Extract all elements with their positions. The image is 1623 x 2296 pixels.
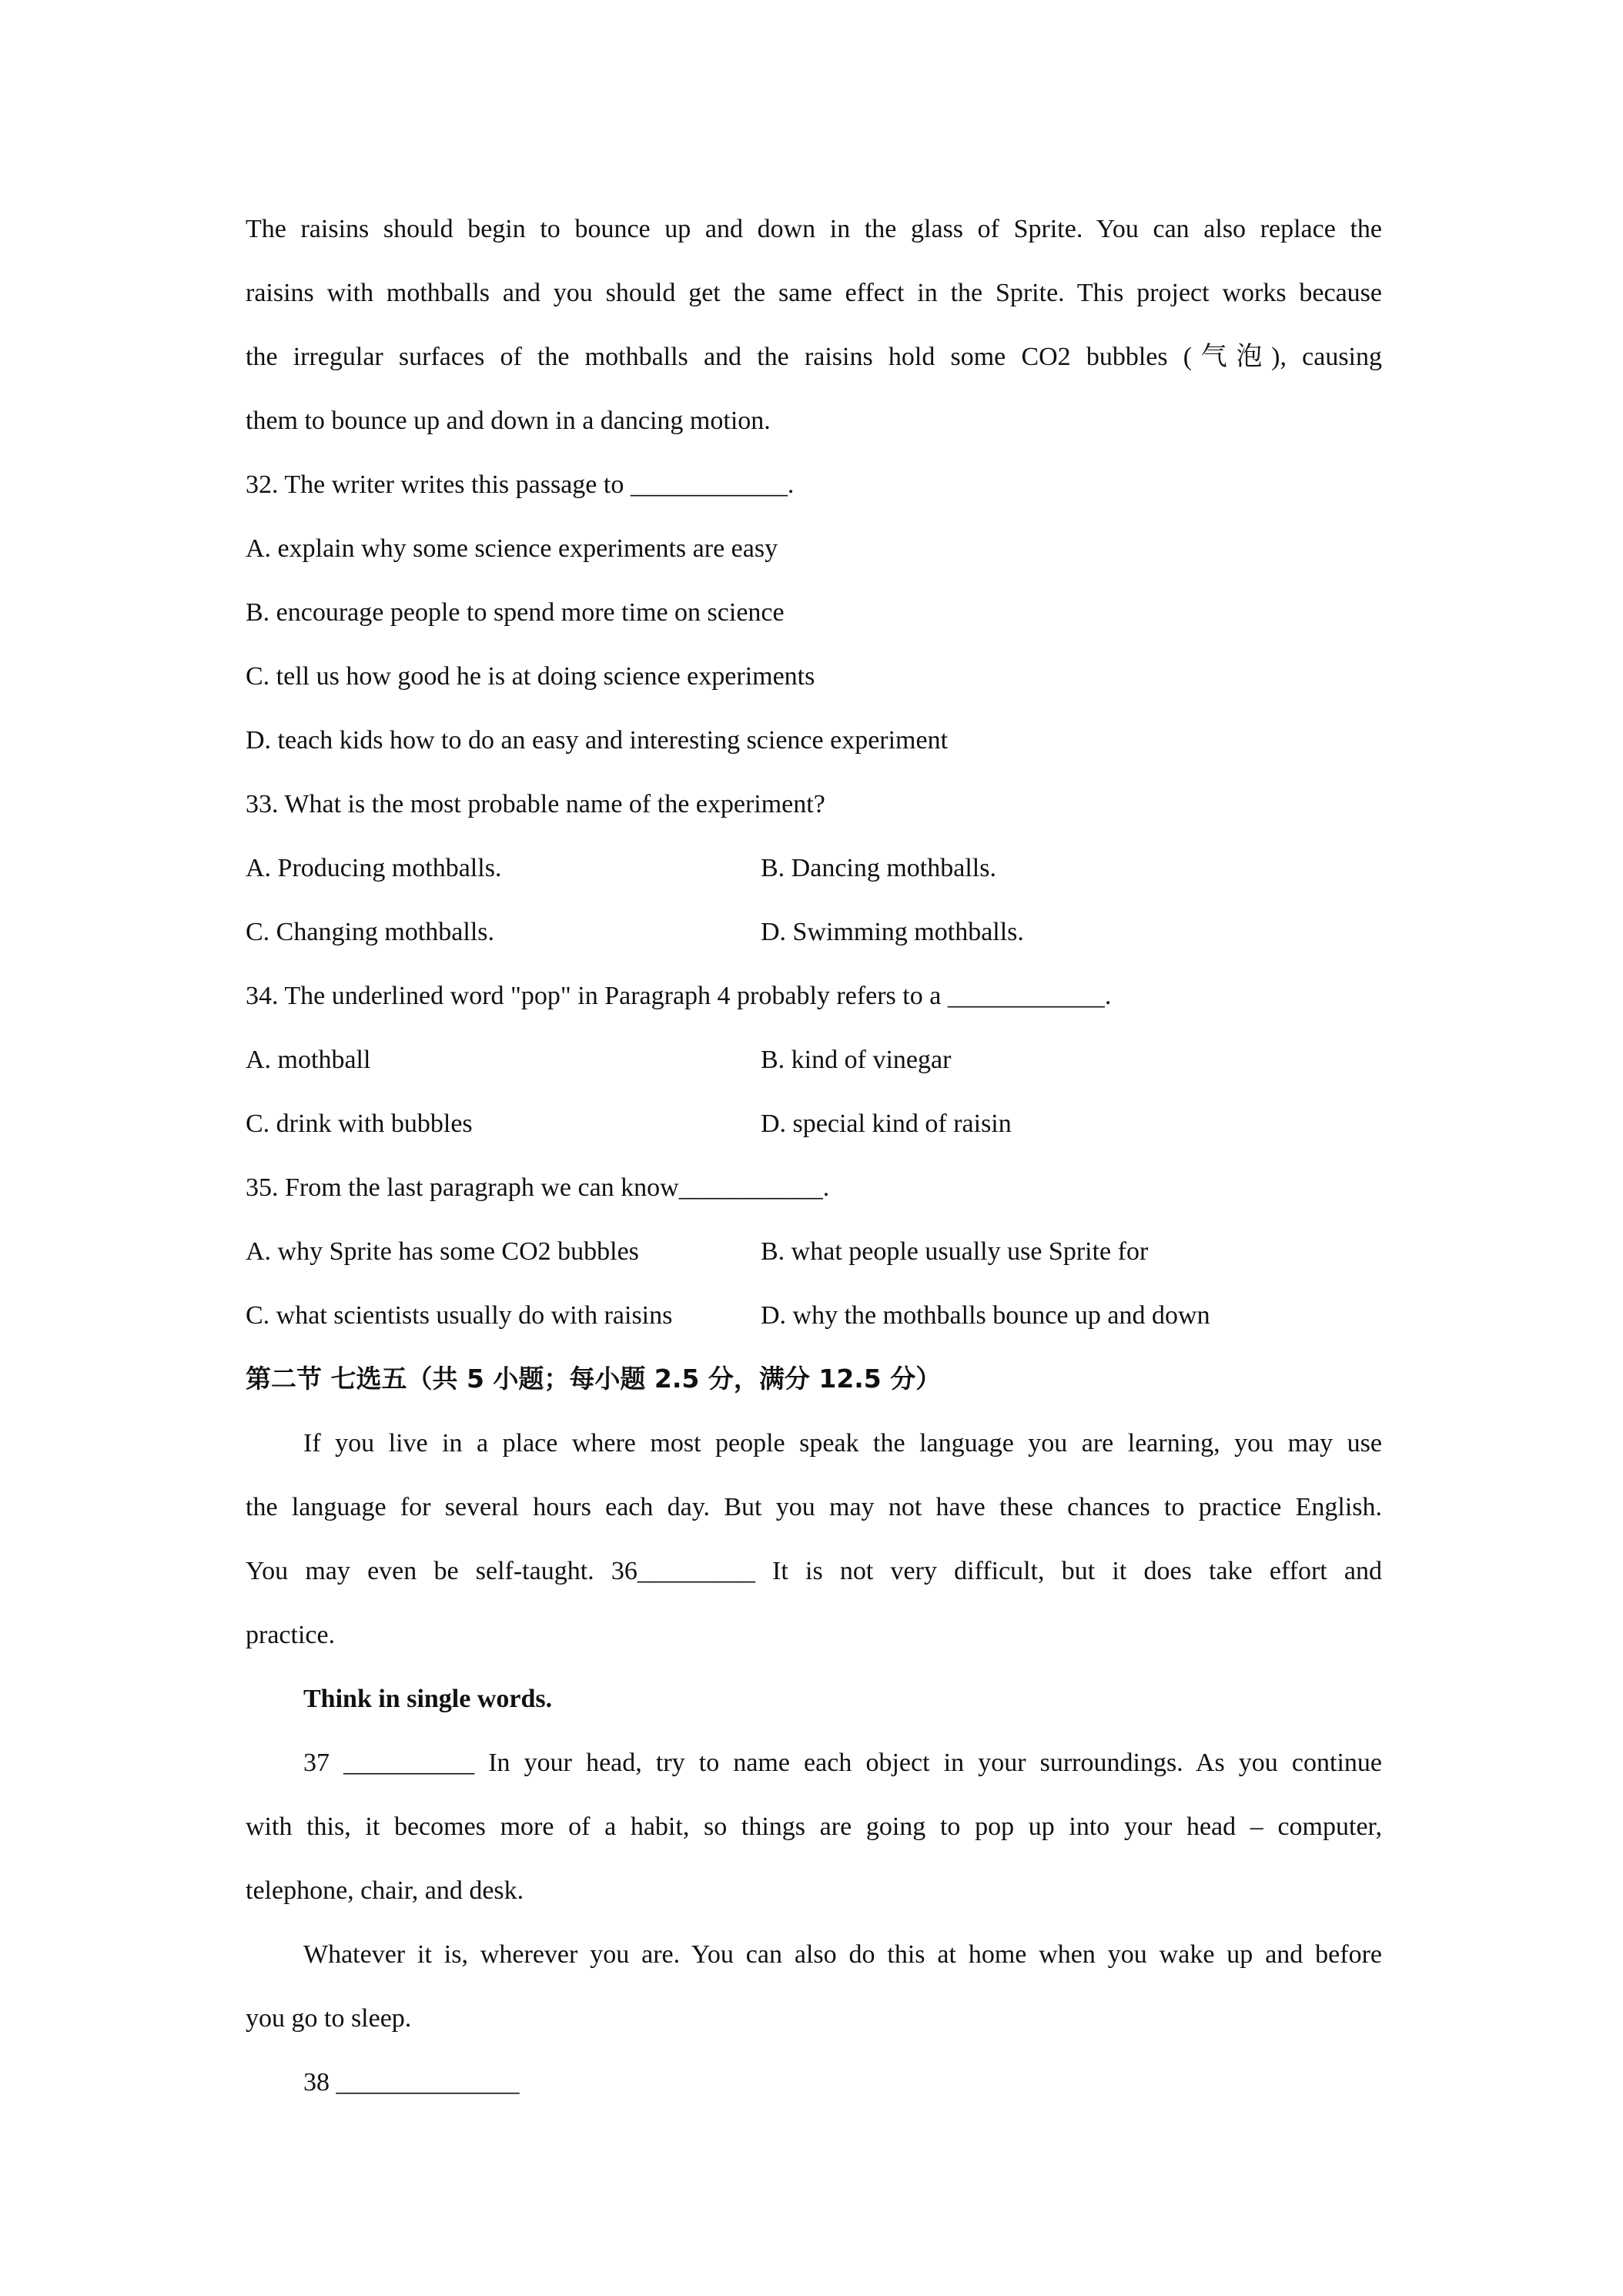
question-35-stem: 35. From the last paragraph we can know___________.: [246, 1173, 830, 1202]
section-2-paragraph-1-line-4: practice.: [246, 1621, 336, 1649]
question-34-option-b: B. kind of vinegar: [761, 1046, 952, 1074]
question-34-row-2: [246, 1109, 1382, 1140]
section-2-paragraph-1-line-3: You may even be self-taught. 36_________ It is not very difficult, but it does take effort and: [246, 1557, 1382, 1585]
question-32-stem: 32. The writer writes this passage to ____________.: [246, 470, 795, 499]
subheading-think-in-single-words: Think in single words.: [303, 1685, 553, 1713]
section-2-heading: 第二节 七选五（共 5 小题；每小题 2.5 分，满分 12.5 分）: [246, 1364, 942, 1394]
section-2-paragraph-2-line-2: with this, it becomes more of a habit, so things are going to pop up into your head – computer,: [246, 1812, 1382, 1841]
blank-38: 38 ______________: [303, 2068, 520, 2097]
question-35-option-d: D. why the mothballs bounce up and down: [761, 1301, 1210, 1330]
section-2-paragraph-3-line-1: Whatever it is, wherever you are. You can also do this at home when you wake up and before: [303, 1940, 1382, 1969]
passage-line-3: the irregular surfaces of the mothballs and the raisins hold some CO2 bubbles (气泡), causing: [246, 343, 1382, 371]
section-2-paragraph-1-line-1: If you live in a place where most people speak the language you are learning, you may use: [303, 1429, 1382, 1458]
question-34-stem: 34. The underlined word "pop" in Paragraph 4 probably refers to a ____________.: [246, 982, 1112, 1010]
question-32-option-c: C. tell us how good he is at doing science experiments: [246, 662, 815, 691]
question-35-row-1: [246, 1237, 1382, 1267]
question-33-row-1: [246, 853, 1382, 884]
passage-line-4: them to bounce up and down in a dancing motion.: [246, 407, 771, 435]
question-35-option-c: C. what scientists usually do with raisins: [246, 1301, 673, 1330]
question-33-option-b: B. Dancing mothballs.: [761, 854, 996, 882]
question-34-option-d: D. special kind of raisin: [761, 1110, 1012, 1138]
passage-line-1: The raisins should begin to bounce up and down in the glass of Sprite. You can also replace the: [246, 215, 1382, 243]
question-35-option-a: A. why Sprite has some CO2 bubbles: [246, 1237, 639, 1266]
question-34-option-a: A. mothball: [246, 1046, 371, 1074]
question-33-option-c: C. Changing mothballs.: [246, 918, 494, 946]
section-2-paragraph-2-line-1: 37 __________ In your head, try to name each object in your surroundings. As you continue: [303, 1749, 1382, 1777]
question-35-option-b: B. what people usually use Sprite for: [761, 1237, 1149, 1266]
question-33-stem: 33. What is the most probable name of the experiment?: [246, 790, 825, 818]
question-32-option-a: A. explain why some science experiments are easy: [246, 534, 778, 563]
section-2-paragraph-2-line-3: telephone, chair, and desk.: [246, 1876, 524, 1905]
question-32-option-d: D. teach kids how to do an easy and interesting science experiment: [246, 726, 949, 755]
question-33-row-2: [246, 917, 1382, 948]
question-32-option-b: B. encourage people to spend more time on science: [246, 598, 785, 627]
question-33-option-d: D. Swimming mothballs.: [761, 918, 1024, 946]
question-33-option-a: A. Producing mothballs.: [246, 854, 502, 882]
passage-line-2: raisins with mothballs and you should get the same effect in the Sprite. This project works because: [246, 279, 1382, 307]
question-34-option-c: C. drink with bubbles: [246, 1110, 473, 1138]
section-2-paragraph-3-line-2: you go to sleep.: [246, 2004, 412, 2033]
question-34-row-1: [246, 1045, 1382, 1076]
question-35-row-2: [246, 1300, 1382, 1331]
section-2-paragraph-1-line-2: the language for several hours each day. But you may not have these chances to practice English.: [246, 1493, 1382, 1521]
